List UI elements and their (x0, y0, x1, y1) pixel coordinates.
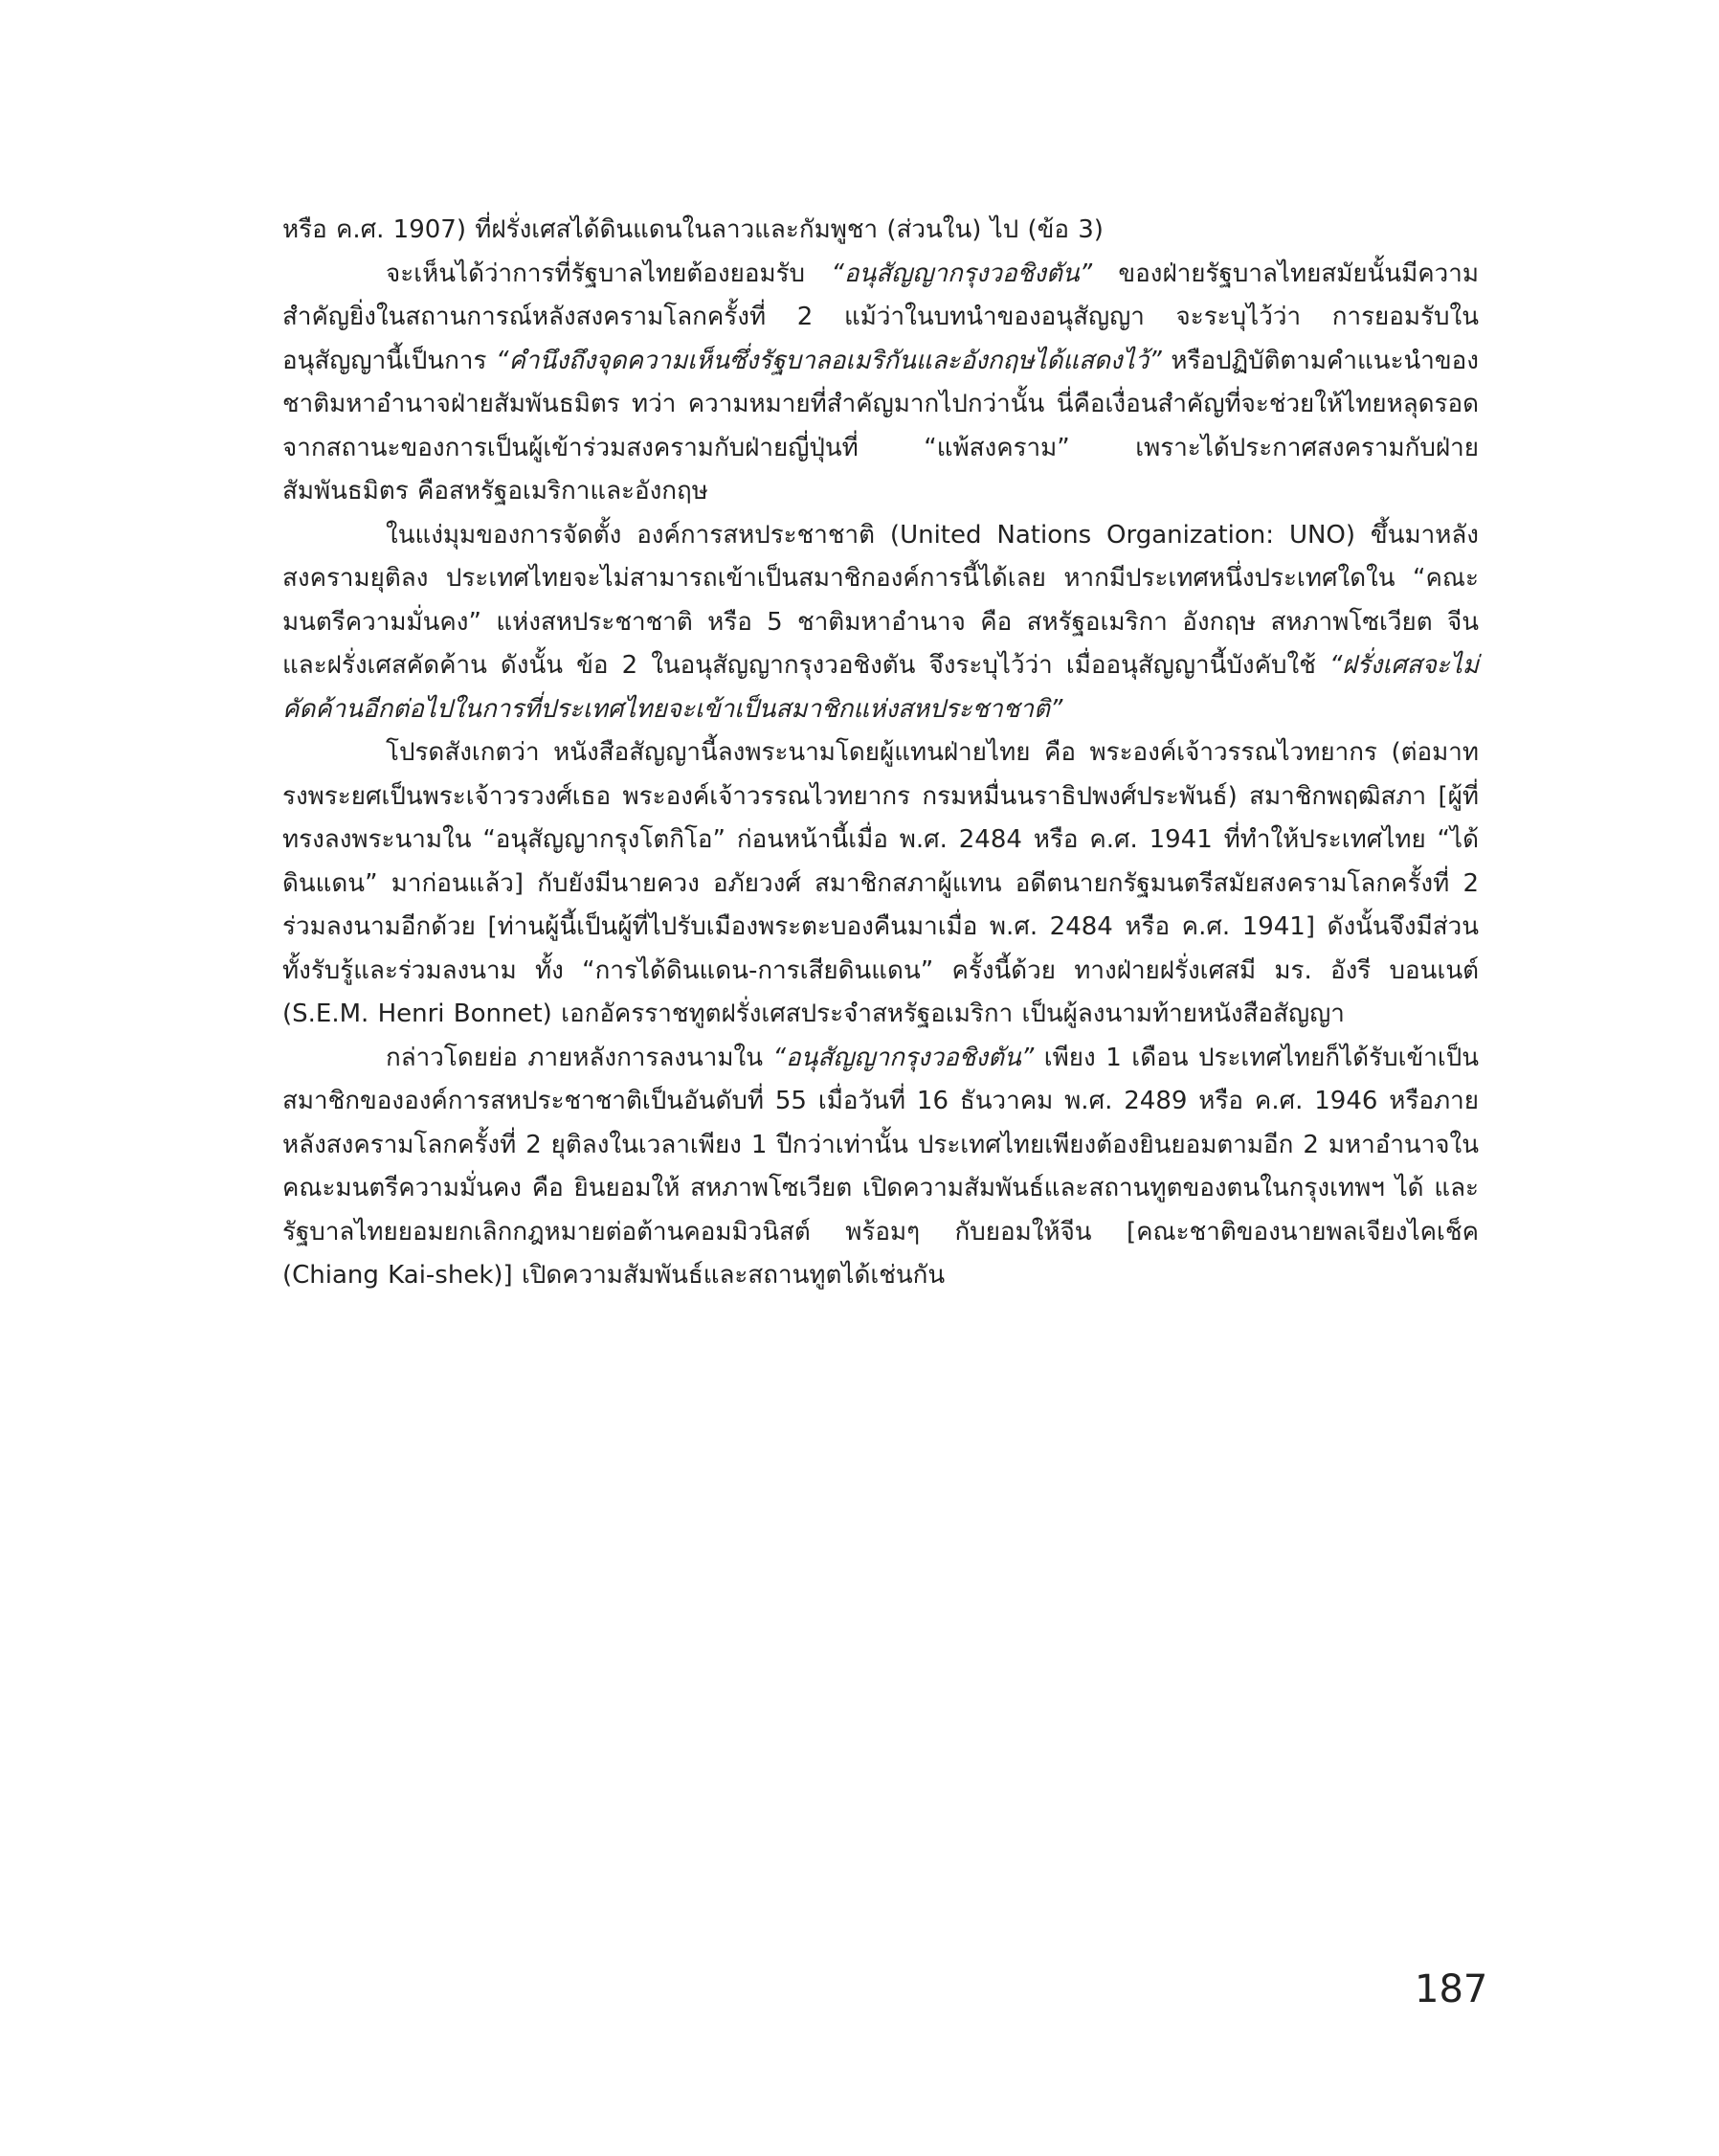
paragraph-text: หรือ ค.ศ. 1907) ที่ฝรั่งเศสได้ดินแดนในลาวและกัมพูชา (ส่วนใน) ไป (ข้อ 3) (282, 215, 1104, 244)
paragraph-1 (282, 209, 1479, 253)
paragraph-text: จะเห็นได้ว่าการที่รัฐบาลไทยต้องยอมรับ (386, 258, 832, 288)
paragraph-text: เพียง 1 เดือน ประเทศไทยก็ได้รับเข้าเป็นสมาชิกขององค์การสหประชาชาติเป็นอันดับที่ 55 เมื่อวันที่ 16 ธันวาคม พ.ศ. 2489 หรือ ค.ศ. 1946 หรือภายหลังสงครามโลกครั้งที่ 2 ยุติลงในเวลาเพียง 1 ปีกว่าเท่านั้น ประเทศไทยเพียงต้องยินยอมตามอีก 2 มหาอำนาจในคณะมนตรีความมั่นคง คือ ยินยอมให้ สหภาพโซเวียต เปิดความสัมพันธ์และสถานทูตของตนในกรุงเทพฯ ได้ และรัฐบาลไทยยอมยกเลิกกฎหมายต่อต้านคอมมิวนิสต์ พร้อมๆ กับยอมให้จีน [คณะชาติของนายพลเจียงไคเช็ค (Chiang Kai-shek)] เปิดความสัมพันธ์และสถานทูตได้เช่นกัน (282, 1043, 1479, 1290)
paragraph-4 (282, 731, 1479, 1037)
paragraph-text: ในแง่มุมของการจัดตั้ง องค์การสหประชาชาติ (United Nations Organization: UNO) ขึ้นมาหลังสงครามยุติลง ประเทศไทยจะไม่สามารถเข้าเป็นสมาชิกองค์การนี้ได้เลย หากมีประเทศหนึ่งประเทศใดใน “คณะมนตรีความมั่นคง” แห่งสหประชาชาติ หรือ 5 ชาติมหาอำนาจ คือ สหรัฐอเมริกา อังกฤษ สหภาพโซเวียต จีน และฝรั่งเศสคัดค้าน ดังนั้น ข้อ 2 ในอนุสัญญากรุงวอชิงตัน จึงระบุไว้ว่า เมื่ออนุสัญญานี้บังคับใช้ (282, 520, 1479, 680)
quotation-italic: “ฝรั่งเศสจะไม่คัดค้านอีกต่อไปในการที่ประเทศไทยจะเข้าเป็นสมาชิกแห่งสหประชาชาติ” (282, 651, 1479, 724)
paragraph-2 (282, 253, 1479, 514)
paragraph-text: กล่าวโดยย่อ ภายหลังการลงนามใน (386, 1043, 773, 1072)
paragraph-text: โปรดสังเกตว่า หนังสือสัญญานี้ลงพระนามโดยผู้แทนฝ่ายไทย คือ พระองค์เจ้าวรรณไวทยากร (ต่อมาทรงพระยศเป็นพระเจ้าวรวงศ์เธอ พระองค์เจ้าวรรณไวทยากร กรมหมื่นนราธิปพงศ์ประพันธ์) สมาชิกพฤฒิสภา [ผู้ที่ทรงลงพระนามใน “อนุสัญญากรุงโตกิโอ” ก่อนหน้านี้เมื่อ พ.ศ. 2484 หรือ ค.ศ. 1941 ที่ทำให้ประเทศไทย “ได้ดินแดน” มาก่อนแล้ว] กับยังมีนายควง อภัยวงศ์ สมาชิกสภาผู้แทน อดีตนายกรัฐมนตรีสมัยสงครามโลกครั้งที่ 2 ร่วมลงนามอีกด้วย [ท่านผู้นี้เป็นผู้ที่ไปรับเมืองพระตะบองคืนมาเมื่อ พ.ศ. 2484 หรือ ค.ศ. 1941] ดังนั้นจึงมีส่วนทั้งรับรู้และร่วมลงนาม ทั้ง “การได้ดินแดน-การเสียดินแดน” ครั้งนี้ด้วย ทางฝ่ายฝรั่งเศสมี มร. อังรี บอนเนต์ (S.E.M. Henri Bonnet) เอกอัครราชทูตฝรั่งเศสประจำสหรัฐอเมริกา เป็นผู้ลงนามท้ายหนังสือสัญญา (282, 738, 1479, 1028)
treaty-name-italic: “อนุสัญญากรุงวอชิงตัน” (772, 1043, 1035, 1072)
paragraph-text: ของฝ่ายรัฐบาลไทยสมัยนั้นมีความสำคัญยิ่งในสถานการณ์หลังสงครามโลกครั้งที่ 2 แม้ว่าในบทนำของอนุสัญญา จะระบุไว้ว่า การยอมรับในอนุสัญญานี้เป็นการ (282, 258, 1479, 375)
treaty-name-italic: “อนุสัญญากรุงวอชิงตัน” (831, 258, 1093, 288)
paragraph-5 (282, 1037, 1479, 1298)
document-page (282, 209, 1479, 1298)
page-number: 187 (1415, 1967, 1488, 2011)
paragraph-3 (282, 514, 1479, 732)
quotation-italic: “คำนึงถึงจุดความเห็นซึ่งรัฐบาลอเมริกันและอังกฤษได้แสดงไว้” (496, 346, 1162, 375)
paragraph-text: หรือปฏิบัติตามคำแนะนำของชาติมหาอำนาจฝ่ายสัมพันธมิตร ทว่า ความหมายที่สำคัญมากไปกว่านั้น นี่คือเงื่อนสำคัญที่จะช่วยให้ไทยหลุดรอดจากสถานะของการเป็นผู้เข้าร่วมสงครามกับฝ่ายญี่ปุ่นที่ “แพ้สงคราม” เพราะได้ประกาศสงครามกับฝ่ายสัมพันธมิตร คือสหรัฐอเมริกาและอังกฤษ (282, 346, 1479, 505)
